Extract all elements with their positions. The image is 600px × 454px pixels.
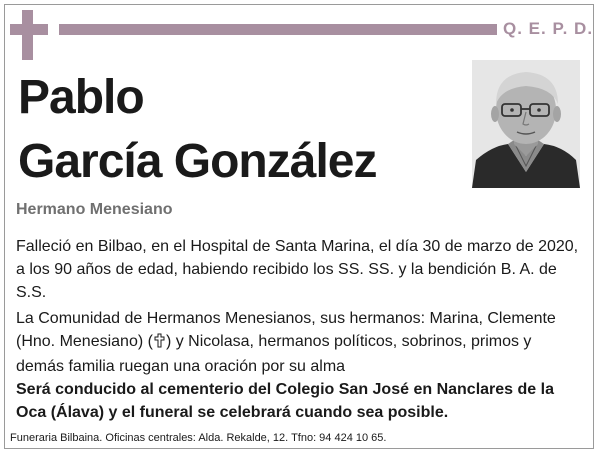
header-rule bbox=[59, 24, 497, 35]
deceased-title: Hermano Menesiano bbox=[16, 201, 173, 218]
funeral-notice-paragraph: Será conducido al cementerio del Colegio San José en Nanclares de la Oca (Álava) y el funeral se celebrará cuando sea posible. bbox=[16, 381, 554, 421]
family-paragraph bbox=[16, 307, 582, 378]
family-text-end: ) y Nicolasa, hermanos políticos, sobrinos, primos y demás familia ruegan una oración por su alma bbox=[16, 333, 532, 375]
name-first-line: Pablo bbox=[18, 71, 144, 124]
portrait-photo bbox=[472, 60, 580, 188]
name-second-line: García González bbox=[18, 135, 377, 188]
portrait-illustration bbox=[472, 60, 580, 188]
cross-horizontal-bar bbox=[10, 24, 48, 35]
deceased-name bbox=[18, 66, 376, 194]
cross-icon bbox=[154, 332, 165, 355]
qepd-label: Q. E. P. D. bbox=[503, 19, 594, 38]
funeral-home-footer: Funeraria Bilbaina. Oficinas centrales: Alda. Rekalde, 12. Tfno: 94 424 10 65. bbox=[10, 432, 387, 444]
death-notice-paragraph: Falleció en Bilbao, en el Hospital de Santa Marina, el día 30 de marzo de 2020, a los 90 años de edad, habiendo recibido los SS. SS. y la bendición B. A. de S.S. bbox=[16, 238, 579, 301]
family-text-start: La Comunidad de Hermanos Menesianos, sus hermanos: Marina, Clemente (Hno. Menesiano) ( bbox=[16, 310, 556, 350]
cross-vertical-bar bbox=[22, 10, 33, 60]
